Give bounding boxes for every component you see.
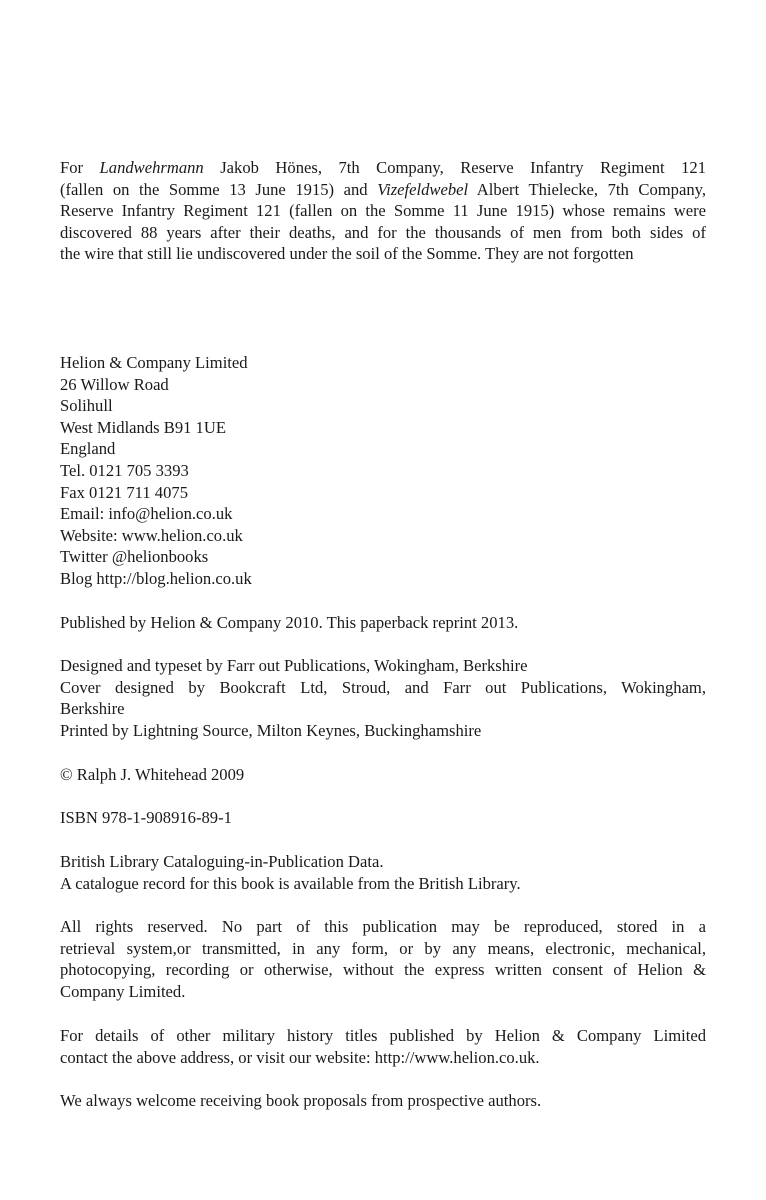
cover-designed-by: Cover designed by Bookcraft Ltd, Stroud, and Farr out Publications, Wokingham, (60, 677, 706, 697)
address-line: Blog http://blog.helion.co.uk (60, 568, 252, 588)
design-credits (60, 655, 706, 741)
isbn: ISBN 978-1-908916-89-1 (60, 808, 232, 827)
cover-designed-by-cont: Berkshire (60, 699, 125, 719)
address-line: England (60, 439, 116, 459)
further-details: For details of other military history titles published by Helion & Company Limited contact the above address, or visit our website: http://www.helion.co.uk. (60, 1026, 706, 1067)
address-line: Tel. 0121 705 3393 (60, 460, 189, 480)
address-line: Website: www.helion.co.uk (60, 525, 243, 545)
proposals-note: We always welcome receiving book proposals from prospective authors. (60, 1091, 542, 1110)
address-line: 26 Willow Road (60, 374, 169, 394)
designed-by: Designed and typeset by Farr out Publications, Wokingham, Berkshire (60, 656, 528, 675)
publisher-address (60, 352, 706, 590)
rights-statement: All rights reserved. No part of this publication may be reproduced, stored in a retrieval system,or transmitted, in any form, or by any means, electronic, mechanical, photocopying, recording or otherwise, without the express written consent of Helion & Company Limited. (60, 917, 706, 1001)
copyright-notice: © Ralph J. Whitehead 2009 (60, 765, 245, 784)
rank-vizefeldwebel: Vizefeldwebel (377, 179, 469, 199)
dedication-line-1: For Landwehrmann Jakob Hönes, 7th Company, Reserve Infantry Regiment 121 (60, 158, 706, 177)
address-line: Helion & Company Limited (60, 353, 248, 372)
address-line: Email: info@helion.co.uk (60, 504, 233, 524)
address-line: Twitter @helionbooks (60, 547, 209, 567)
dedication-line-2: (fallen on the Somme 13 June 1915) and Vizefeldwebel Albert Thielecke, 7th Company, (60, 179, 706, 199)
address-line: Fax 0121 711 4075 (60, 482, 188, 502)
publication-statement: Published by Helion & Company 2010. This paperback reprint 2013. (60, 613, 519, 632)
dedication-line-5: the wire that still lie undiscovered under the soil of the Somme. They are not forgotten (60, 244, 634, 264)
dedication-line-3: Reserve Infantry Regiment 121 (fallen on the Somme 11 June 1915) whose remains were (60, 201, 706, 221)
cataloguing-data: British Library Cataloguing-in-Publication Data. A catalogue record for this book is available from the British Library. (60, 852, 521, 893)
rank-landwehrmann: Landwehrmann (99, 158, 204, 177)
address-line: West Midlands B91 1UE (60, 417, 226, 437)
printed-by: Printed by Lightning Source, Milton Keynes, Buckinghamshire (60, 720, 482, 740)
dedication (60, 157, 706, 265)
dedication-line-4: discovered 88 years after their deaths, and for the thousands of men from both sides of (60, 222, 706, 242)
address-line: Solihull (60, 396, 113, 416)
